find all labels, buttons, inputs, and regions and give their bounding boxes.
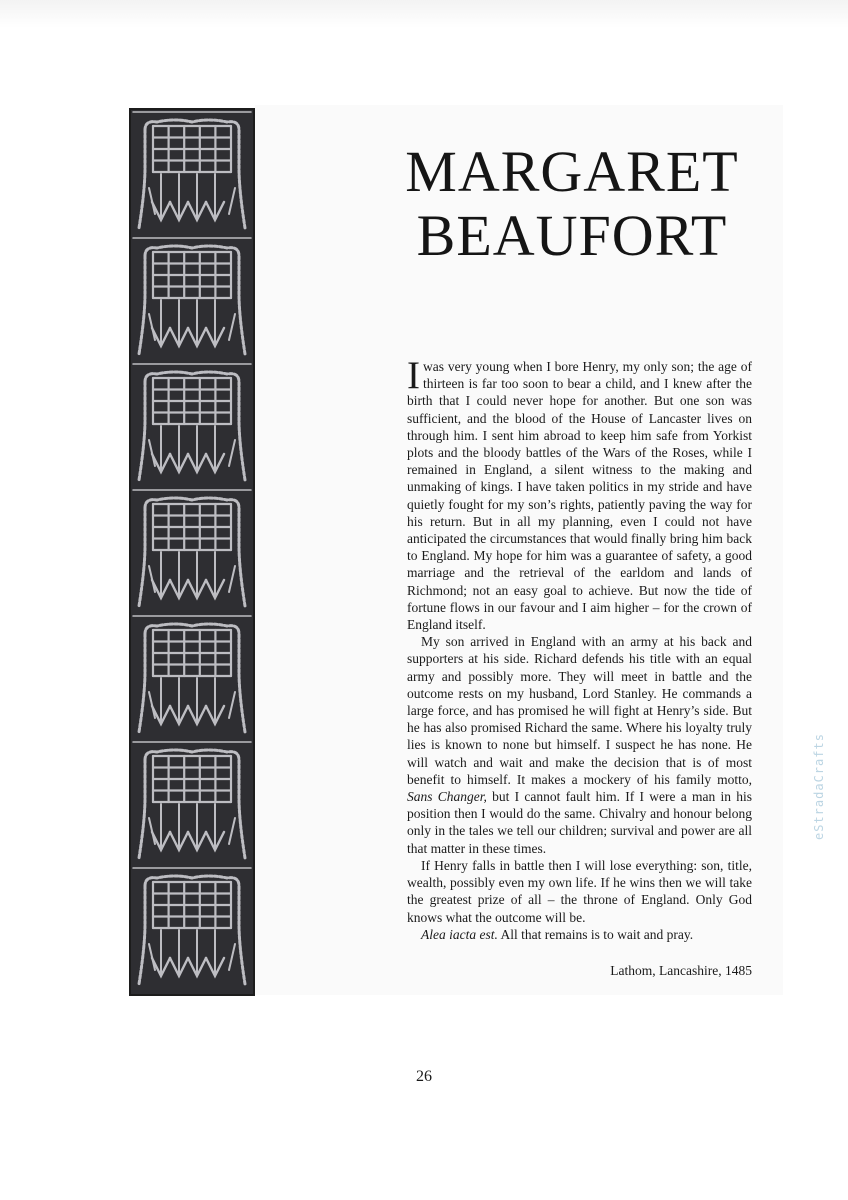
portcullis-motif-icon [131,740,253,866]
watermark-text: eStradaCrafts [812,733,826,840]
paragraph-3: If Henry falls in battle then I will lose everything: son, title, wealth, possibly even my own life. If he wins then we will take the greatest prize of all – the throne of England. Only God knows what the outcome will be. [407,857,752,925]
body-text [407,354,752,943]
family-motto: Sans Changer, [407,789,487,805]
portcullis-motif-icon [131,866,253,992]
dateline: Lathom, Lancashire, 1485 [610,963,752,978]
portcullis-motif-icon [131,110,253,236]
drop-cap: I [407,354,420,397]
paragraph-2-text-a: My son arrived in England with an army at his back and supporters at his side. Richard defends his title with an equal army and possibly more. They will meet in battle and the outcome rests on my husband, Lord Stanley. He commands a large force, and has promised he will fight at Henry’s side. But he has also promised Richard the same. Where his loyalty truly lies is known to none but himself. I suspect he has none. He will watch and wait and make the decision that is of most benefit to himself. It makes a mockery of his family motto, [407,634,752,787]
border-tile [131,488,253,614]
border-tile [131,236,253,362]
latin-phrase: Alea iacta est. [421,926,498,942]
paragraph-4-text: All that remains is to wait and pray. [497,926,694,942]
paragraph-2 [407,633,752,857]
portcullis-motif-icon [131,488,253,614]
portcullis-motif-icon [131,236,253,362]
page-title [382,140,762,268]
border-tile [131,740,253,866]
title-line-2: BEAUFORT [416,203,728,268]
border-tile [131,110,253,236]
portcullis-motif-icon [131,614,253,740]
paragraph-2-text-b: but I cannot fault him. If I were a man in his position then I would do the same. Chivalry and honour belong only in the tales we tell our children; survival and power are all that matter in these times. [407,789,752,856]
border-tile [131,362,253,488]
portcullis-motif-icon [131,362,253,488]
page-number: 26 [416,1068,432,1085]
paragraph-1-text: was very young when I bore Henry, my only son; the age of thirteen is far too soon to bear a child, and I knew after the birth that I could never hope for another. But one son was sufficient, and the blood of the House of Lancaster lives on through him. I sent him abroad to keep him safe from Yorkist plots and the bloody battles of the Wars of the Roses, while I remained in England, a silent witness to the making and unmaking of kings. I have taken politics in my stride and have quietly fought for my son’s rights, patiently paving the way for his return. But in all my planning, even I could not have anticipated the circumstances that would finally bring him back to England. My hope for him was a guarantee of safety, a good marriage and the retrieval of the earldom and lands of Richmond; not an easy goal to achieve. But now the tide of fortune flows in our favour and I aim higher – for the crown of England itself. [407,359,752,633]
paragraph-1 [407,354,752,633]
title-line-1: MARGARET [405,139,739,204]
paragraph-4 [407,926,752,943]
border-tile [131,866,253,992]
decorative-border-strip [129,108,255,996]
border-tile [131,614,253,740]
